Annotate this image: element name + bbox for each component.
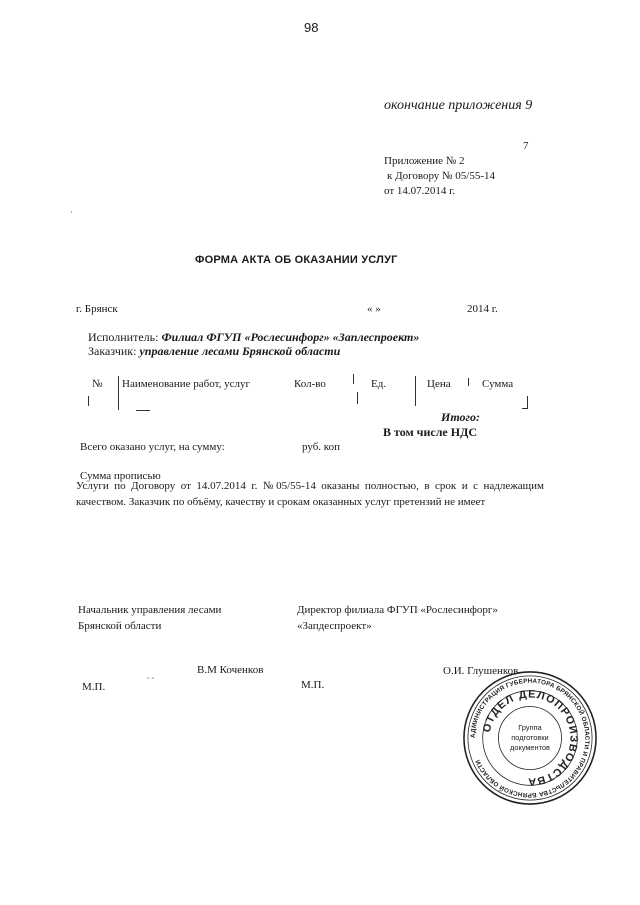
- city: г. Брянск: [76, 303, 118, 315]
- left-signer-position-2: Брянской области: [78, 620, 162, 632]
- right-signer-position-1: Директор филиала ФГУП «Рослесинфорг»: [297, 604, 498, 616]
- table-divider: [522, 408, 528, 409]
- customer-value: управление лесами Брянской области: [139, 344, 341, 358]
- stamp-center-line-3: документов: [510, 742, 550, 752]
- left-seal-mark: М.П.: [82, 681, 106, 693]
- executor-label: Исполнитель:: [88, 330, 159, 344]
- right-signer-name: О.И. Глушенков: [443, 665, 519, 677]
- table-divider: [415, 376, 416, 406]
- stamp-center-line-1: Группа: [518, 723, 542, 733]
- total-services-label: Всего оказано услуг, на сумму:: [80, 441, 225, 453]
- executor-value: Филиал ФГУП «Рослесинфорг» «Заплеспроект»: [161, 330, 420, 344]
- sum-in-words-label: Сумма прописью: [80, 470, 161, 482]
- table-header-sum: Сумма: [482, 378, 514, 390]
- table-vat: В том числе НДС: [383, 425, 478, 439]
- annex-line-1: Приложение № 2: [384, 155, 465, 167]
- right-signer-position-2: «Запдеспроект»: [297, 620, 372, 632]
- table-total: Итого:: [441, 410, 480, 424]
- year: 2014 г.: [467, 303, 498, 315]
- table-header-price: Цена: [427, 378, 451, 390]
- left-signer-position-1: Начальник управления лесами: [78, 604, 222, 616]
- right-seal-mark: М.П.: [301, 679, 325, 691]
- scan-dot: ·: [70, 208, 73, 217]
- table-header-name: Наименование работ, услуг: [122, 378, 250, 390]
- stamp-inner-text: ОТДЕЛ ДЕЛОПРОИЗВОДСТВА: [480, 688, 580, 788]
- annex-line-3: от 14.07.2014 г.: [384, 185, 456, 197]
- document-title: ФОРМА АКТА ОБ ОКАЗАНИИ УСЛУГ: [195, 254, 398, 266]
- currency-label: руб. коп: [302, 441, 340, 453]
- table-divider: [353, 374, 354, 384]
- table-header-quantity: Кол-во: [294, 378, 326, 390]
- customer-label: Заказчик:: [88, 344, 137, 358]
- annex-line-2: к Договору № 05/55-14: [387, 170, 496, 182]
- appendix-ending-label: окончание приложения 9: [384, 98, 533, 113]
- table-divider: [527, 396, 528, 408]
- table-divider: [357, 392, 358, 404]
- corner-mark: 7: [523, 140, 529, 152]
- page-number: 98: [304, 20, 319, 35]
- table-divider: [136, 410, 150, 411]
- table-divider: [468, 378, 469, 386]
- official-stamp: [461, 669, 599, 807]
- table-divider: [88, 396, 89, 406]
- left-signer-name: В.М Коченков: [197, 664, 264, 676]
- table-divider: [118, 376, 119, 410]
- table-header-unit: Ед.: [371, 378, 387, 390]
- table-header-number: №: [92, 378, 103, 390]
- completion-statement: Услуги по Договору от 14.07.2014 г. №05/55-14 оказаны полностью, в срок и с надлежащим качеством. Заказчик по объёму, качеству и срокам оказанных услуг претензий не имеет: [76, 480, 544, 508]
- date-quotes: « »: [367, 303, 381, 315]
- stamp-outer-text: АДМИНИСТРАЦИЯ ГУБЕРНАТОРА БРЯНСКОЙ ОБЛАСТИ И ПРАВИТЕЛЬСТВА БРЯНСКОЙ ОБЛАСТИ: [469, 677, 591, 799]
- annex-reference: [384, 154, 564, 199]
- customer-line: [88, 344, 340, 359]
- stamp-center-line-2: подготовки: [511, 732, 549, 742]
- executor-line: [88, 330, 419, 345]
- signature-scribble: ¨ ¨: [147, 676, 155, 685]
